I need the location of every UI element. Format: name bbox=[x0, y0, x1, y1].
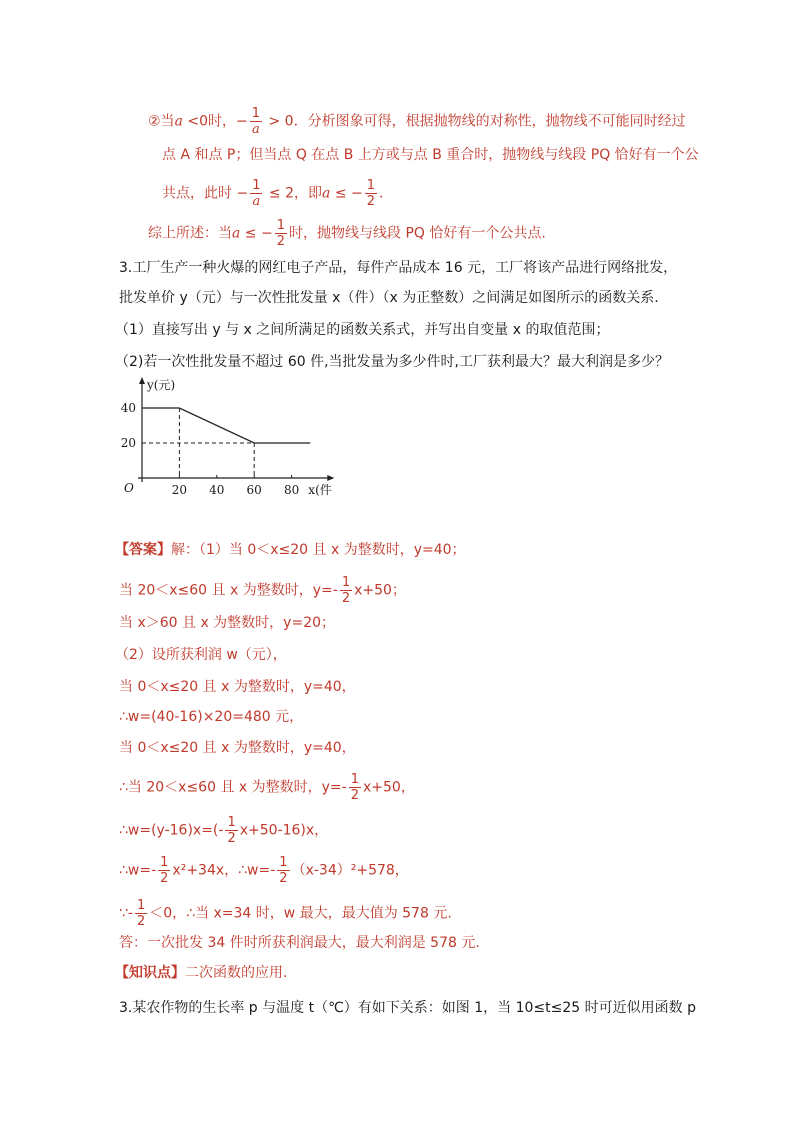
frac-den: 2 bbox=[136, 914, 146, 929]
case2-line3 bbox=[162, 178, 393, 209]
frac-num: 1 bbox=[252, 178, 261, 193]
answer-text: ∴w=- bbox=[119, 862, 157, 879]
x-axis-label: x(件 bbox=[308, 483, 332, 497]
summary-text: ≤ − bbox=[240, 225, 273, 242]
problem3-q2: （2)若一次性批发量不超过 60 件,当批发量为多少件时,工厂获利最大？最大利润是多少？ bbox=[115, 354, 669, 370]
answer-text: 当 20＜x≤60 且 x 为整数时，y=- bbox=[119, 582, 338, 599]
case2-text: <0时，− bbox=[182, 113, 248, 130]
problem3-q1: （1）直接写出 y 与 x 之间所满足的函数关系式，并写出自变量 x 的取值范围； bbox=[115, 322, 610, 338]
frac-num: 1 bbox=[279, 855, 288, 870]
frac-num: 1 bbox=[366, 178, 376, 193]
answer-text: （x-34）²+578， bbox=[291, 862, 409, 879]
answer-text: ∵- bbox=[119, 905, 133, 922]
y-axis-label: y(元) bbox=[147, 378, 176, 392]
answer-line10 bbox=[119, 855, 409, 886]
y-tick-label: 40 bbox=[120, 401, 136, 415]
frac-den: 2 bbox=[276, 234, 286, 249]
problem3-line2: 批发单价 y（元）与一次性批发量 x（件）（x 为正整数）之间满足如图所示的函数关系. bbox=[119, 290, 659, 306]
frac-den: 2 bbox=[341, 591, 351, 606]
answer-tag: 【答案】 bbox=[115, 542, 171, 558]
frac-den: 2 bbox=[160, 871, 169, 886]
answer-line7: 当 0＜x≤20 且 x 为整数时，y=40， bbox=[119, 740, 356, 756]
fraction-1-over-2 bbox=[225, 815, 237, 846]
case2-text: ≤ − bbox=[330, 185, 363, 202]
summary-text: 综上所述：当 bbox=[148, 225, 232, 242]
fraction-1-over-2 bbox=[135, 898, 147, 929]
x-tick-label: 60 bbox=[246, 483, 262, 497]
var-a: a bbox=[322, 185, 331, 202]
origin-label: O bbox=[124, 481, 134, 495]
fraction-1-over-2 bbox=[158, 855, 170, 886]
frac-den: 2 bbox=[366, 194, 376, 209]
answer-line2 bbox=[119, 575, 406, 606]
frac-num: 1 bbox=[136, 898, 146, 913]
answer-text: 解：（1）当 0＜x≤20 且 x 为整数时，y=40； bbox=[171, 542, 466, 558]
answer-text: ∴当 20＜x≤60 且 x 为整数时，y=- bbox=[119, 779, 347, 796]
fraction-1-over-2 bbox=[349, 772, 361, 803]
answer-text: x+50， bbox=[363, 779, 415, 796]
answer-text: ＜0，∴当 x=34 时，w 最大，最大值为 578 元. bbox=[149, 905, 452, 922]
price-chart bbox=[116, 373, 376, 508]
case2-text: 共点，此时 − bbox=[162, 185, 249, 202]
var-a: a bbox=[174, 113, 183, 130]
frac-num: 1 bbox=[276, 218, 286, 233]
fraction-1-over-2 bbox=[275, 218, 287, 249]
case2-text: ≤ 2，即 bbox=[264, 185, 323, 202]
answer-line8 bbox=[119, 772, 415, 803]
answer-text: x+50-16)x， bbox=[239, 822, 329, 839]
answer-text: ∴w=(y-16)x=(- bbox=[119, 822, 224, 839]
frac-den: 2 bbox=[279, 871, 288, 886]
frac-den: 2 bbox=[227, 831, 236, 846]
frac-den: a bbox=[252, 194, 261, 209]
x-tick-label: 80 bbox=[283, 483, 300, 497]
frac-num: 1 bbox=[251, 106, 261, 121]
answer-line1 bbox=[115, 540, 466, 560]
summary-text: 时，抛物线与线段 PQ 恰好有一个公共点. bbox=[289, 225, 546, 242]
frac-num: 1 bbox=[350, 772, 359, 787]
fraction-1-over-2 bbox=[340, 575, 352, 606]
problem3-line1: 3.工厂生产一种火爆的网红电子产品，每件产品成本 16 元，工厂将该产品进行网络批发， bbox=[119, 260, 678, 276]
fraction-1-over-2 bbox=[277, 855, 289, 886]
frac-den: 2 bbox=[350, 788, 359, 803]
fraction-1-over-a bbox=[250, 106, 262, 137]
case2-text: ． bbox=[379, 185, 394, 202]
answer-text: x²+34x，∴w=- bbox=[172, 862, 276, 879]
x-axis-arrow bbox=[327, 475, 334, 481]
summary-line bbox=[148, 218, 546, 249]
answer-line9 bbox=[119, 815, 328, 846]
case2-text: ②当 bbox=[148, 113, 175, 130]
y-axis-arrow bbox=[139, 377, 145, 384]
series-line bbox=[142, 408, 310, 443]
fraction-1-over-a bbox=[250, 178, 262, 209]
frac-num: 1 bbox=[341, 575, 351, 590]
case2-line1 bbox=[148, 106, 686, 137]
answer-line11 bbox=[119, 898, 452, 929]
frac-num: 1 bbox=[227, 815, 236, 830]
knowledge-point bbox=[115, 963, 287, 983]
answer-line5: 当 0＜x≤20 且 x 为整数时，y=40， bbox=[119, 679, 356, 695]
answer-text: x+50； bbox=[354, 582, 406, 599]
y-tick-label: 20 bbox=[120, 436, 136, 450]
frac-num: 1 bbox=[160, 855, 169, 870]
answer-line3: 当 x＞60 且 x 为整数时，y=20； bbox=[119, 615, 336, 631]
frac-den: a bbox=[252, 122, 260, 137]
knowledge-text: 二次函数的应用. bbox=[185, 965, 288, 981]
fraction-1-over-2 bbox=[365, 178, 377, 209]
case2-line2: 点 A 和点 P；但当点 Q 在点 B 上方或与点 B 重合时，抛物线与线段 PQ 恰好有一个公 bbox=[162, 147, 699, 163]
answer-line6: ∴w=(40-16)×20=480 元， bbox=[119, 709, 304, 725]
knowledge-tag: 【知识点】 bbox=[115, 965, 185, 981]
answer-line12: 答：一次批发 34 件时所获利润最大，最大利润是 578 元. bbox=[119, 935, 480, 951]
next-problem-line: 3.某农作物的生长率 p 与温度 t（℃）有如下关系：如图 1，当 10≤t≤25 时可近似用函数 p bbox=[119, 1000, 696, 1016]
var-a: a bbox=[232, 225, 241, 242]
answer-line4: （2）设所获利润 w（元）， bbox=[115, 647, 287, 663]
x-tick-label: 20 bbox=[171, 483, 188, 497]
case2-text: > 0．分析图象可得，根据抛物线的对称性，抛物线不可能同时经过 bbox=[264, 113, 686, 130]
x-tick-label: 40 bbox=[209, 483, 225, 497]
